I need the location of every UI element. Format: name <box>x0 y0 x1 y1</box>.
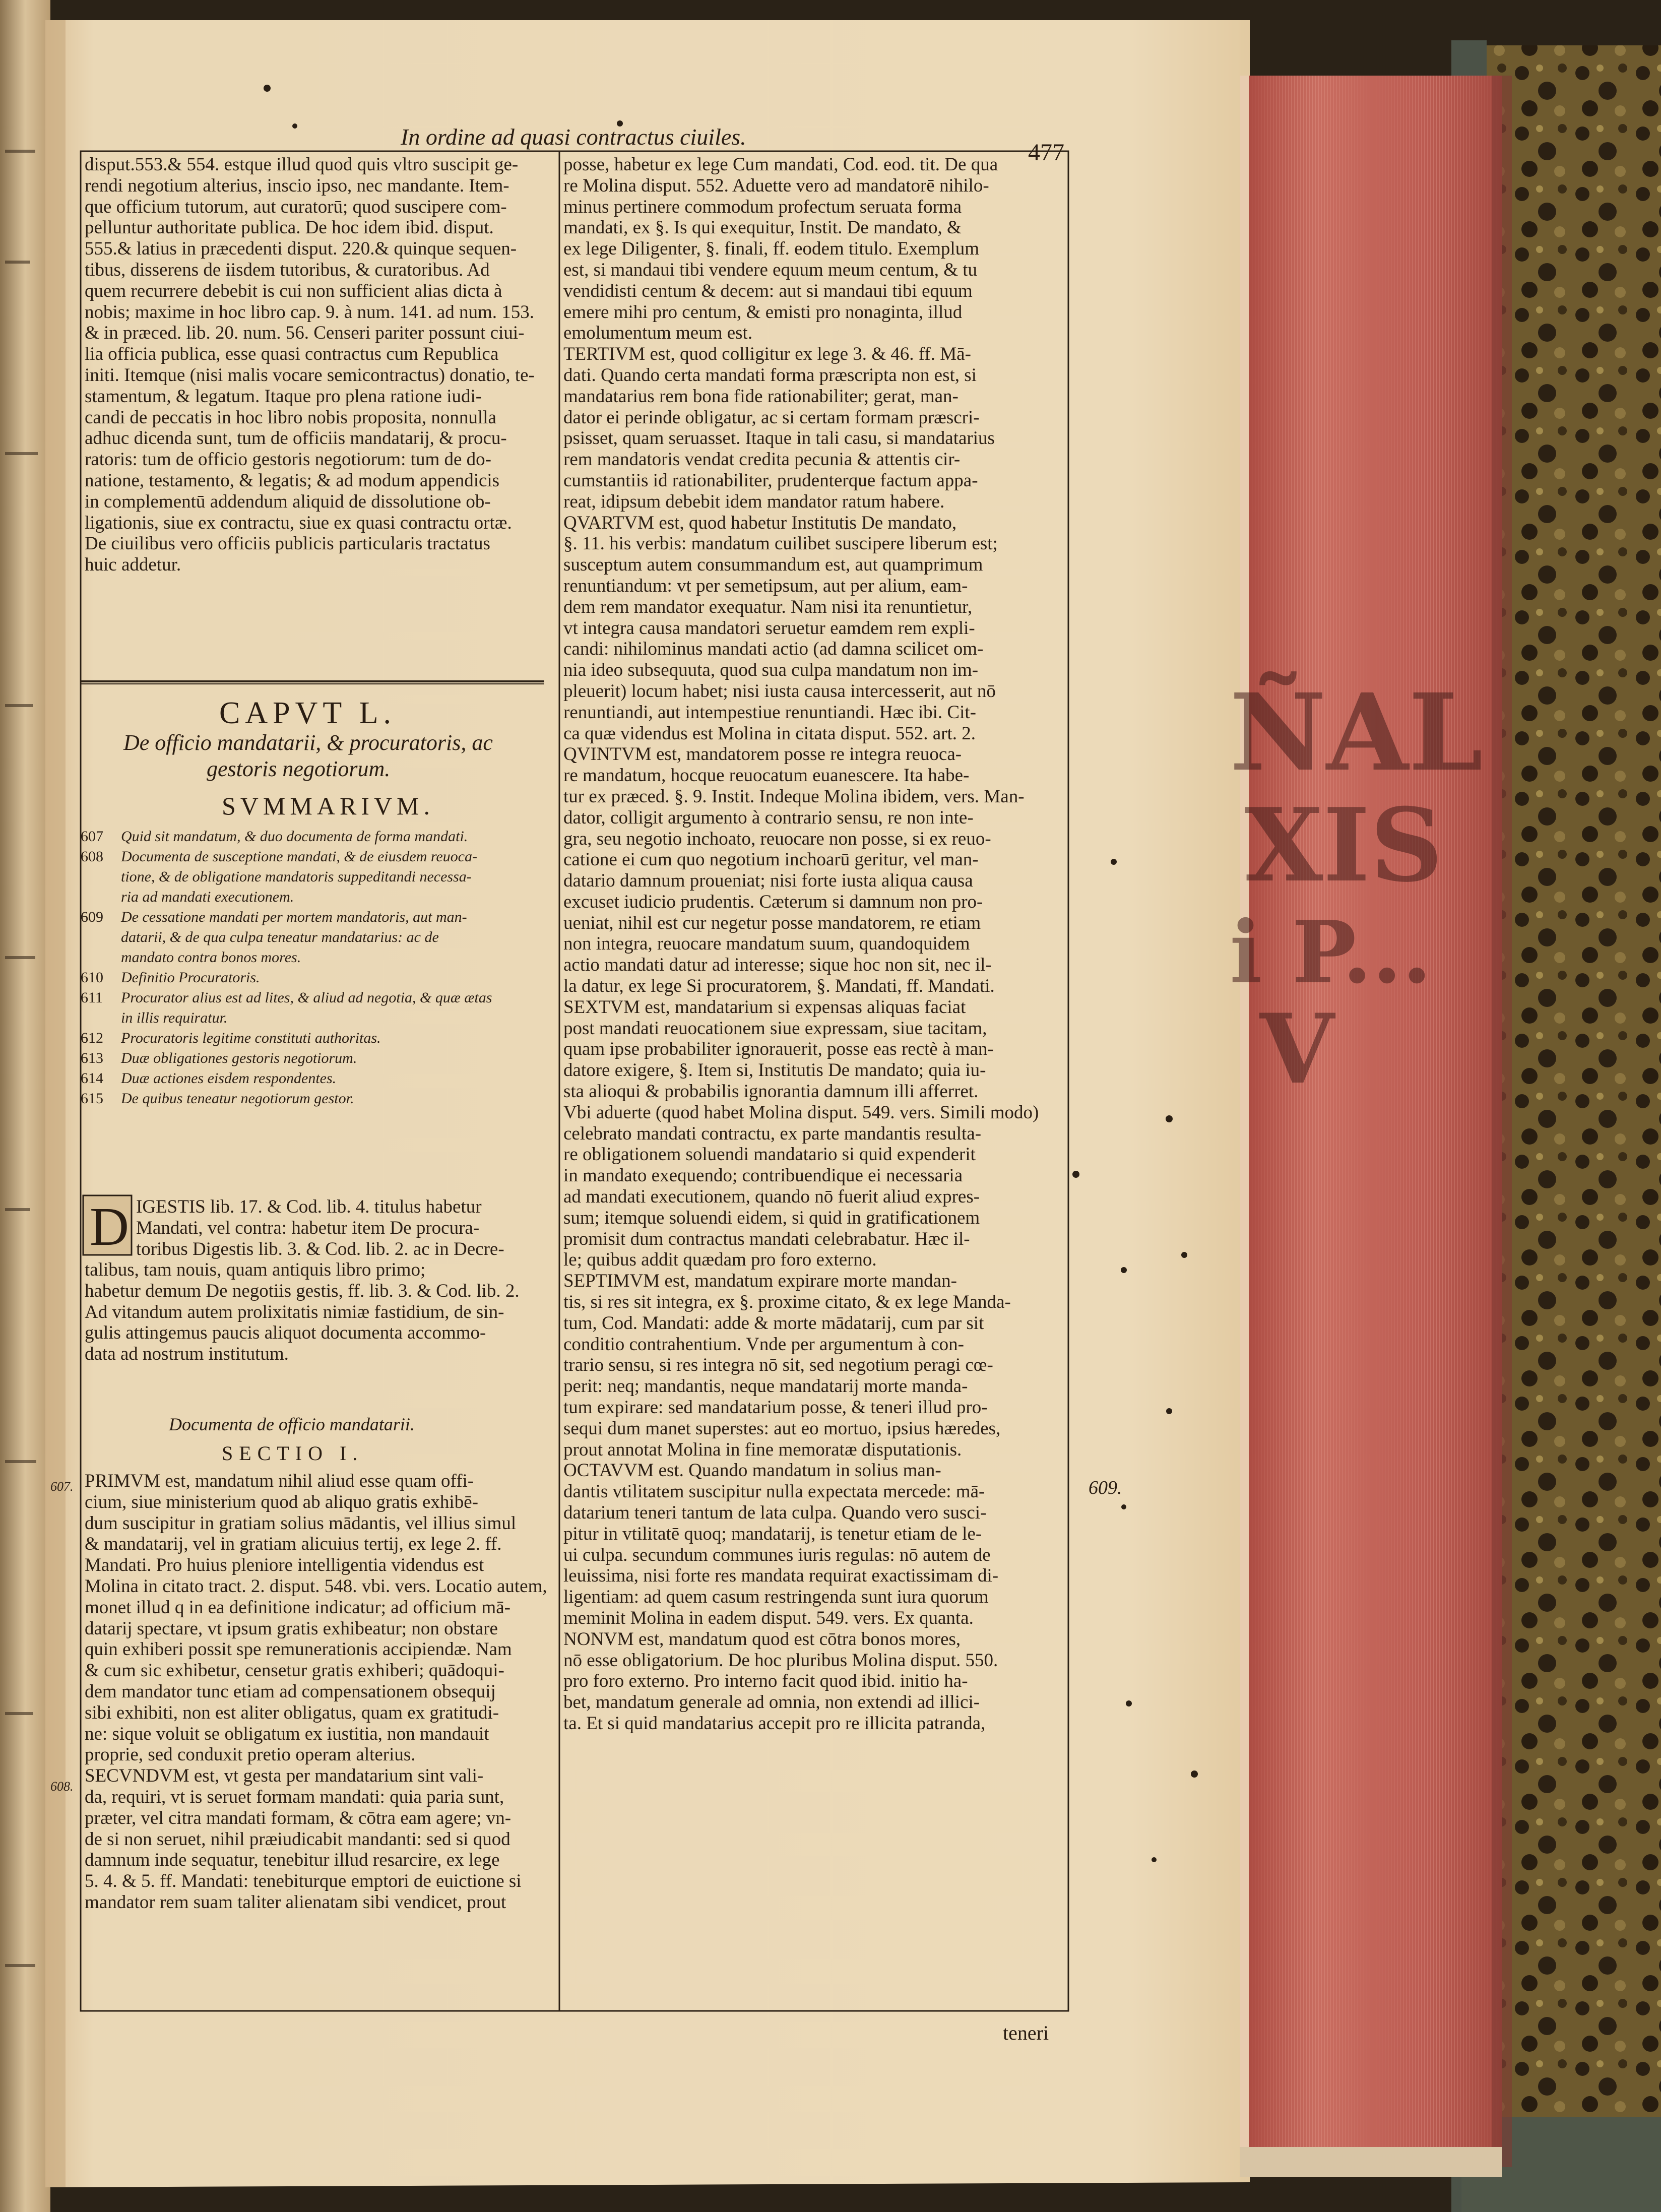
summary-item <box>81 887 549 907</box>
section-number: SECTIO I. <box>222 1442 364 1465</box>
text-line: bet, mandatum generale ad omnia, non extendi ad illici- <box>563 1692 980 1713</box>
text-line: tum, Cod. Mandati: adde & morte mādatarij, cum par sit <box>563 1312 984 1334</box>
text-line: candi: nihilominus mandati actio (ad damna scilicet om- <box>563 639 984 660</box>
summary-text: Duæ obligationes gestoris negotiorum. <box>121 1050 357 1066</box>
text-line: TERTIVM est, quod colligitur ex lege 3. & 46. ff. Mā- <box>563 344 971 365</box>
text-line: dator ei perinde obligatur, ac si certam formam præscri- <box>563 407 980 428</box>
text-line: post mandati reuocationem siue expressam, siue tacitam, <box>563 1018 987 1039</box>
text-line: & mandatarij, vel in gratiam alicuius tertij, ex lege 2. ff. <box>85 1534 502 1555</box>
text-line: data ad nostrum institutum. <box>85 1344 289 1365</box>
text-line: sta alioqui & probabilis ignorantia damnum illi afferret. <box>563 1081 979 1102</box>
section-heading: Documenta de officio mandatarii. <box>169 1414 415 1434</box>
text-line: ligentiam: ad quem casum restringenda sunt iura quorum <box>563 1587 989 1608</box>
summary-text: tione, & de obligatione mandatoris suppeditandi necessa- <box>121 868 472 885</box>
text-line: nobis; maxime in hoc libro cap. 9. à num. 141. ad num. 153. <box>85 301 534 323</box>
summary-text: Quid sit mandatum, & duo documenta de forma mandati. <box>121 828 468 845</box>
text-line: pitur in vtilitatē quoq; mandatarij, is tenetur etiam de le- <box>563 1523 982 1544</box>
summary-text: De cessatione mandati per mortem mandatoris, aut man- <box>121 909 467 925</box>
text-line: de si non seruet, nihil præiudicabit mandanti: sed si quod <box>85 1828 510 1850</box>
text-line: dati. Quando certa mandati forma præscripta non est, si <box>563 364 977 386</box>
spine-stamp-line-1: ÑAL <box>1230 670 1483 795</box>
svg-text:D: D <box>90 1197 129 1257</box>
page-number: 477 <box>1028 139 1064 166</box>
left-column-bottom <box>85 1471 553 1913</box>
text-line: ne: sique voluit se obligatum ex iustitia, non mandauit <box>85 1723 489 1744</box>
summary-item <box>81 968 549 988</box>
text-line: gra, seu negotio inchoato, reuocare non posse, si ex reuo- <box>563 828 991 849</box>
text-line: reat, idipsum debebit idem mandator ratum habere. <box>563 491 945 512</box>
summary-num: 608 <box>81 848 103 865</box>
text-line: promisit dum contractus mandati celebrabatur. Hæc il- <box>563 1228 970 1249</box>
text-line: De ciuilibus vero officiis publicis particularis tractatus <box>85 533 490 554</box>
text-line: pelluntur authoritate publica. De hoc idem ibid. disput. <box>85 217 494 238</box>
text-line: SEXTVM est, mandatarium si expensas aliquas faciat <box>563 996 966 1018</box>
summary-num: 612 <box>81 1030 103 1046</box>
text-line: PRIMVM est, mandatum nihil aliud esse quam offi- <box>85 1471 474 1491</box>
summary-item <box>81 927 549 947</box>
text-line: excuset iudicio prudentis. Cæterum si damnum non pro- <box>563 891 983 912</box>
text-line: mandatarius rem bona fide rationabiliter; gerat, man- <box>563 386 959 407</box>
text-line: Mandati, vel contra: habetur item De procura- <box>136 1217 480 1238</box>
text-line: in complementū addendum aliquid de dissolutione ob- <box>85 491 491 512</box>
summary-item <box>81 1068 549 1089</box>
margin-note-607: 607. <box>50 1479 74 1494</box>
text-line: nia ideo subsequuta, quod sua culpa mandatum non im- <box>563 660 979 681</box>
text-line: §. 11. his verbis: mandatum cuilibet suscipere liberum est; <box>563 533 998 554</box>
text-line: & in præced. lib. 20. num. 56. Censeri pariter possunt ciui- <box>85 323 525 344</box>
spine-stamp-line-4: V <box>1260 993 1334 1105</box>
text-line: 5. 4. & 5. ff. Mandati: tenebiturque emptori de euictione si <box>85 1871 522 1892</box>
text-line: cumstantiis id rationabiliter, prudenterque factum appa- <box>563 470 978 491</box>
summary-text: Duæ actiones eisdem respondentes. <box>121 1070 337 1087</box>
left-column-intro <box>136 1196 549 1259</box>
text-line: mandator rem suam taliter alienatam sibi vendicet, prout <box>85 1891 506 1913</box>
text-line: QVARTVM est, quod habetur Institutis De mandato, <box>563 512 957 533</box>
text-line: stamentum, & legatum. Itaque pro plena ratione iudi- <box>85 386 482 407</box>
text-line: renuntiandum: vt per semetipsum, aut per alium, eam- <box>563 575 968 596</box>
summary-list <box>81 827 549 1109</box>
text-line: actio mandati datur ad interesse; sique hoc non sit, nec il- <box>563 955 992 976</box>
text-line <box>563 1797 1062 1818</box>
text-line: & cum sic exhibetur, censetur gratis exhiberi; quādoqui- <box>85 1660 504 1681</box>
text-line: catione ei cum quo negotium inchoarū geritur, vel man- <box>563 849 979 870</box>
text-line: rendi negotium alterius, inscio ipso, nec mandante. Item- <box>85 175 509 196</box>
summary-num: 611 <box>81 989 103 1006</box>
text-line: Ad vitandum autem prolixitatis nimiæ fastidium, de sin- <box>85 1301 504 1322</box>
text-line: OCTAVVM est. Quando mandatum in solius man- <box>563 1460 941 1481</box>
text-line: ligationis, siue ex contractu, siue ex quasi contractu ortæ. <box>85 512 512 533</box>
summary-num: 610 <box>81 969 103 986</box>
text-line: dem rem mandator exequatur. Nam nisi ita renuntietur, <box>563 596 973 617</box>
summary-text: Procurator alius est ad lites, & aliud ad negotia, & quæ ætas <box>121 989 492 1006</box>
summary-heading: SVMMARIVM. <box>222 792 435 820</box>
text-line <box>563 1903 1062 1924</box>
summary-item <box>81 1008 549 1028</box>
summary-item <box>81 947 549 968</box>
text-line: QVINTVM est, mandatorem posse re integra reuoca- <box>563 744 962 765</box>
text-line: dum suscipitur in gratiam solius mādantis, vel illius simul <box>85 1512 517 1534</box>
text-line <box>563 1776 1062 1797</box>
text-line: ex lege Diligenter, §. finali, ff. eodem titulo. Exemplum <box>563 238 979 260</box>
text-line: est, si mandaui tibi vendere equum meum centum, & tu <box>563 259 978 280</box>
text-line: adhuc dicenda sunt, tum de officiis mandatarij, & procu- <box>85 428 507 449</box>
text-line: dator, colligit argumento à contrario sensu, re non inte- <box>563 807 974 828</box>
spine-stamp-line-2: XIS <box>1245 786 1443 905</box>
text-line: minus pertinere commodum profectum seruata forma <box>563 196 962 217</box>
text-line: 555.& latius in præcedenti disput. 220.& quinque sequen- <box>85 238 517 260</box>
text-line: susceptum autem consummandum est, aut quamprimum <box>563 554 983 576</box>
summary-item <box>81 847 549 867</box>
text-line: emolumentum meum est. <box>563 323 753 344</box>
summary-text: datarii, & de qua culpa teneatur mandatarius: ac de <box>121 929 439 945</box>
summary-text: Definitio Procuratoris. <box>121 969 260 986</box>
text-line: tis, si res sit integra, ex §. proxime citato, & ex lege Manda- <box>563 1292 1011 1313</box>
text-line: celebrato mandati contractu, ex parte mandantis resulta- <box>563 1123 982 1144</box>
text-line: monet illud q in ea definitione indicatur; ad officium mā- <box>85 1597 510 1618</box>
text-line: psisset, quam seruasset. Itaque in tali casu, si mandatarius <box>563 428 995 449</box>
text-line: talibus, tam nouis, quam antiquis libro primo; <box>85 1259 426 1280</box>
summary-text: Procuratoris legitime constituti authoritas. <box>121 1030 381 1046</box>
text-line: datarij spectare, vt ipsum gratis exhibeatur; non obstare <box>85 1618 498 1639</box>
text-line <box>563 1861 1062 1882</box>
text-line: re Molina disput. 552. Aduette vero ad mandatorē nihilo- <box>563 175 989 196</box>
text-line <box>563 1755 1062 1777</box>
text-line: ad mandati executionem, quando nō fuerit aliud expres- <box>563 1186 980 1208</box>
text-line: que officium tutorum, aut curatorū; quod suscipere com- <box>85 196 507 217</box>
text-line: gulis attingemus paucis aliquot documenta accommo- <box>85 1322 486 1344</box>
summary-item <box>81 867 549 887</box>
summary-item <box>81 1028 549 1048</box>
summary-item <box>81 907 549 927</box>
text-line: perit: neq; mandantis, neque mandatarij morte manda- <box>563 1376 968 1397</box>
text-line: prout annotat Molina in fine memoratæ disputationis. <box>563 1439 962 1460</box>
text-line: sequi dum manet superstes: aut eo mortuo, ipsius hæredes, <box>563 1418 1001 1439</box>
chapter-subtitle-line-2: gestoris negotiorum. <box>207 756 391 781</box>
text-line: habetur demum De negotiis gestis, ff. lib. 3. & Cod. lib. 2. <box>85 1280 520 1301</box>
text-line <box>563 1840 1062 1861</box>
summary-text: mandato contra bonos mores. <box>121 949 301 966</box>
text-line: sibi exhibiti, non est aliter obligatus, quam ex gratitudi- <box>85 1702 499 1723</box>
text-line: pleuerit) locum habet; nisi iusta causa intercesserit, aut nō <box>563 680 996 702</box>
text-line: conditio contrahentium. Vnde per argumentum à con- <box>563 1334 964 1355</box>
catchword: teneri <box>1003 2021 1049 2044</box>
text-line: præter, vel citra mandati formam, & cōtra eam agere; vn- <box>85 1807 512 1828</box>
text-line: lia officia publica, esse quasi contractus cum Republica <box>85 344 499 365</box>
text-line: non integra, reuocare mandatum suum, quandoquidem <box>563 933 970 955</box>
text-line: vt integra causa mandatori seruetur eamdem rem expli- <box>563 617 975 639</box>
text-line: quam ipse probabiliter ignorauerit, posse eas rectè à man- <box>563 1039 994 1060</box>
margin-note-609: 609. <box>1089 1477 1122 1498</box>
text-line: candi de peccatis in hoc libro nobis proposita, nonnulla <box>85 407 496 428</box>
text-line: ui culpa. secundum communes iuris regulas: nō autem de <box>563 1544 991 1565</box>
chapter-subtitle-line-1: De officio mandatarii, & procuratoris, ac <box>123 730 493 755</box>
summary-text: Documenta de susceptione mandati, & de eiusdem reuoca- <box>121 848 478 865</box>
text-line: datore exigere, §. Item si, Institutis De mandato; quia iu- <box>563 1060 986 1081</box>
left-column-intro-cont <box>85 1259 553 1365</box>
text-line: renuntiandi, aut intempestiue renuntiandi. Hæc ibi. Cit- <box>563 702 976 723</box>
chapter-title: CAPVT L. <box>219 696 397 730</box>
text-line: in mandato exequendo; contribuendique ei necessaria <box>563 1165 963 1186</box>
text-line: re mandatum, hocque reuocatum euanescere. Ita habe- <box>563 765 970 786</box>
text-line: Vbi aduerte (quod habet Molina disput. 549. vers. Simili modo) <box>563 1102 1039 1123</box>
text-line: sum; itemque soluendi eidem, si quid in gratificationem <box>563 1207 980 1228</box>
text-line: quem recurrere debebit is cui non sufficient alias dicta à <box>85 280 502 301</box>
summary-item <box>81 827 549 847</box>
text-line: dantis vtilitatem suscipitur nulla expectata mercede: mā- <box>563 1481 985 1502</box>
text-line <box>563 1734 1062 1755</box>
text-line: damnum inde sequatur, tenebitur illud resarcire, ex lege <box>85 1850 500 1871</box>
text-line: tum expirare: sed mandatarium posse, & teneri illud pro- <box>563 1397 988 1418</box>
text-line: emere mihi pro centum, & emisti pro nonaginta, illud <box>563 301 963 323</box>
text-line: natione, testamento, & legatis; & ad modum appendicis <box>85 470 500 491</box>
text-line: toribus Digestis lib. 3. & Cod. lib. 2. ac in Decre- <box>136 1238 504 1259</box>
margin-note-608: 608. <box>50 1779 74 1794</box>
summary-num: 613 <box>81 1050 103 1066</box>
text-line: re obligationem soluendi mandatario si quid expenderit <box>563 1144 976 1165</box>
text-line: la datur, ex lege Si procuratorem, §. Mandati, ff. Mandati. <box>563 976 995 997</box>
text-line: SEPTIMVM est, mandatum expirare morte mandan- <box>563 1271 957 1292</box>
text-line: da, requiri, vt is seruet formam mandati: quia paria sunt, <box>85 1786 504 1807</box>
text-line: trario sensu, si res integra nō sit, sed negotium peragi cœ- <box>563 1355 993 1376</box>
summary-text: in illis requiratur. <box>121 1009 228 1026</box>
summary-item <box>81 988 549 1008</box>
summary-text: De quibus teneatur negotiorum gestor. <box>121 1090 354 1107</box>
text-line: datario damnum proueniat; nisi forte iusta aliqua causa <box>563 870 973 892</box>
summary-num: 614 <box>81 1070 103 1087</box>
text-line: NONVM est, mandatum quod est cōtra bonos mores, <box>563 1628 961 1650</box>
text-line: initi. Itemque (nisi malis vocare semicontractus) donatio, te- <box>85 364 535 386</box>
left-column-top <box>85 154 553 576</box>
text-line: cium, siue ministerium quod ab aliquo gratis exhibē- <box>85 1491 478 1512</box>
summary-num: 609 <box>81 909 103 925</box>
text-line: SECVNDVM est, vt gesta per mandatarium sint vali- <box>85 1765 484 1787</box>
text-line: ta. Et si quid mandatarius accepit pro re illicita patranda, <box>563 1713 986 1734</box>
text-line: Molina in citato tract. 2. disput. 548. vbi. vers. Locatio autem, <box>85 1575 547 1597</box>
text-line: tur ex præced. §. 9. Instit. Indeque Molina ibidem, vers. Man- <box>563 786 1025 807</box>
text-line: dem mandator tunc etiam ad compensationem obsequij <box>85 1681 496 1702</box>
text-line: mandati, ex §. Is qui exequitur, Instit. De mandato, & <box>563 217 962 238</box>
text-line: Mandati. Pro huius pleniore intelligentia videndus est <box>85 1555 484 1576</box>
text-line: rem mandatoris vendat credita pecunia & attentis cir- <box>563 449 961 470</box>
text-line <box>563 1881 1062 1903</box>
summary-item <box>81 1089 549 1109</box>
text-line: leuissima, nisi forte res mandata requirat exactissimam di- <box>563 1565 999 1587</box>
text-line: proprie, sed conduxit pretio operam alterius. <box>85 1744 416 1765</box>
text-line: ca quæ videndus est Molina in citata disput. 552. art. 2. <box>563 723 976 744</box>
text-line: tibus, disserens de iisdem tutoribus, & curatoribus. Ad <box>85 259 490 280</box>
text-line: nō esse obligatorium. De hoc pluribus Molina disput. 550. <box>563 1650 998 1671</box>
text-line: le; quibus addit quædam pro foro externo. <box>563 1249 877 1271</box>
text-line <box>563 1818 1062 1840</box>
text-line: meminit Molina in eadem disput. 549. vers. Ex quanta. <box>563 1607 974 1628</box>
right-column <box>563 154 1062 1945</box>
text-line <box>563 1924 1062 1945</box>
text-line: disput.553.& 554. estque illud quod quis vltro suscipit ge- <box>85 154 519 175</box>
text-line: vendidisti centum & decem: aut si mandaui tibi equum <box>563 280 973 301</box>
text-line: pro foro externo. Pro interno facit quod ibid. initio ha- <box>563 1671 968 1692</box>
summary-num: 607 <box>81 828 103 845</box>
text-line: quin exhiberi possit spe remunerationis accipiendæ. Nam <box>85 1639 512 1660</box>
text-line: ueniat, nihil est cur negetur posse mandatorem, re etiam <box>563 912 981 933</box>
text-line: ratoris: tum de officio gestoris negotiorum: tum de do- <box>85 449 492 470</box>
text-line: huic addetur. <box>85 554 181 576</box>
summary-item <box>81 1048 549 1068</box>
text-line: datarium teneri tantum de lata culpa. Quando vero susci- <box>563 1502 987 1523</box>
running-head: In ordine ad quasi contractus ciuiles. <box>401 124 746 150</box>
text-line: posse, habetur ex lege Cum mandati, Cod. eod. tit. De qua <box>563 154 998 175</box>
text-line: IGESTIS lib. 17. & Cod. lib. 4. titulus habetur <box>136 1196 482 1217</box>
spine-stamp-line-3: i P... <box>1230 902 1432 1003</box>
summary-num: 615 <box>81 1090 103 1107</box>
summary-text: ria ad mandati executionem. <box>121 889 294 905</box>
